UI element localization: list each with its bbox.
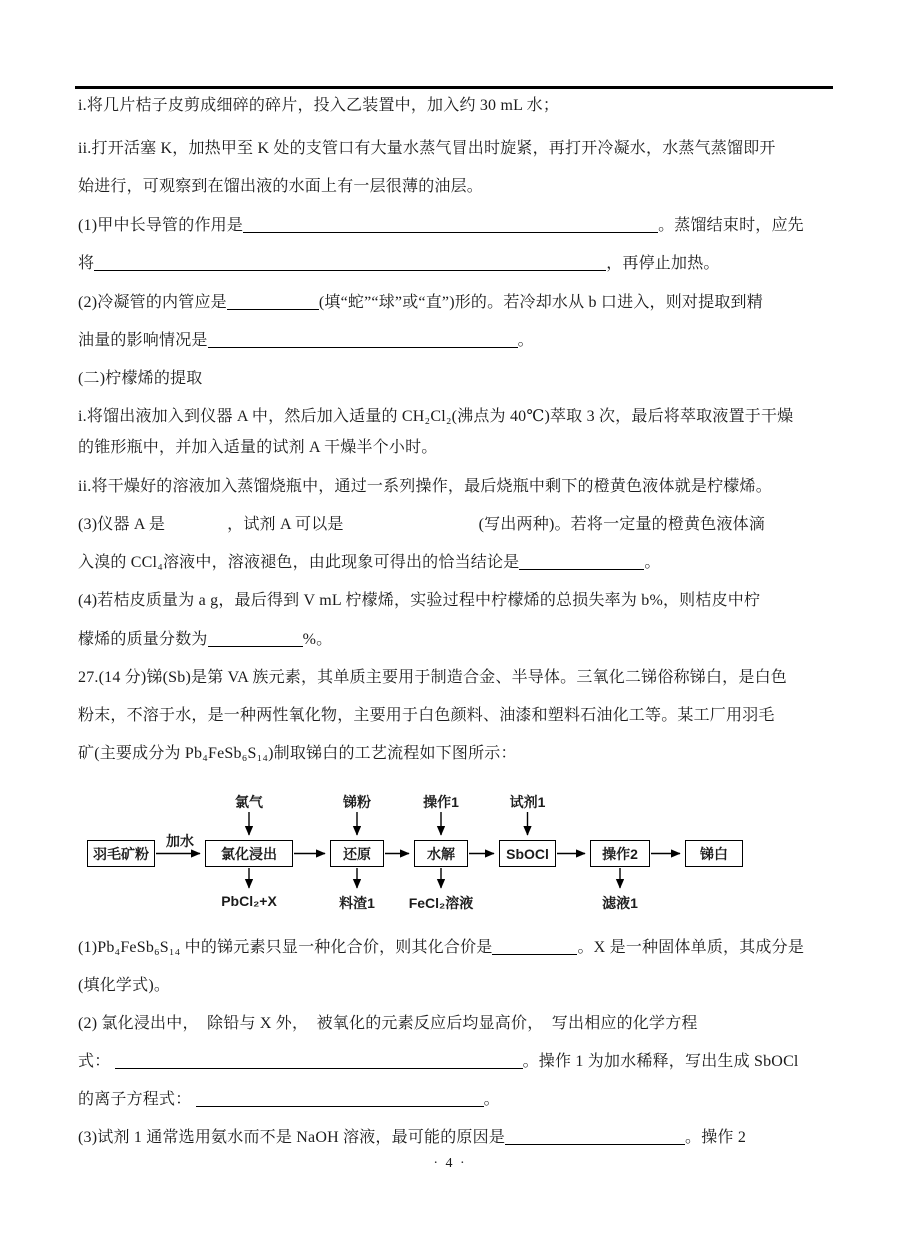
diagram-input-label-2: 锑粉 bbox=[343, 794, 371, 810]
text-line-16 bbox=[78, 667, 787, 689]
process-box-2: 氯化浸出 bbox=[205, 840, 293, 867]
fill-in-blank-underline bbox=[505, 1131, 685, 1145]
text-segment: (3)仪器 A 是 bbox=[78, 516, 166, 533]
text-segment: (4)若桔皮质量为 a g，最后得到 V mL 柠檬烯，实验过程中柠檬烯的总损失率为 b%，则桔皮中柠 bbox=[78, 592, 761, 609]
text-line-4 bbox=[78, 215, 804, 237]
text-line-5 bbox=[78, 253, 720, 275]
text-line-21 bbox=[78, 1013, 698, 1035]
diagram-input-label-3: 操作1 bbox=[423, 794, 459, 810]
process-box-6: 操作2 bbox=[590, 840, 650, 867]
text-segment: 27.(14 分)锑(Sb)是第 VA 族元素，其单质主要用于制造合金、半导体。三氧化二锑俗称锑白，是白色 bbox=[78, 669, 787, 686]
text-segment: 矿(主要成分为 Pb₄FeSb₆S₁₄)制取锑白的工艺流程如下图所示： bbox=[78, 745, 517, 762]
page-number: · 4 · bbox=[433, 1156, 467, 1171]
text-segment: (1)甲中长导管的作用是 bbox=[78, 217, 244, 234]
fill-in-blank-gap bbox=[165, 518, 227, 532]
process-box-1: 羽毛矿粉 bbox=[87, 840, 155, 867]
process-box-4: 水解 bbox=[414, 840, 468, 867]
process-flow-diagram bbox=[78, 786, 778, 918]
text-segment: %。 bbox=[302, 631, 333, 648]
text-line-17 bbox=[78, 705, 775, 727]
diagram-output-label-4: 滤液1 bbox=[602, 895, 638, 911]
text-line-7 bbox=[78, 330, 534, 352]
diagram-input-label-1: 氯气 bbox=[235, 794, 263, 810]
text-segment: 式： bbox=[78, 1053, 115, 1070]
fill-in-blank-underline bbox=[492, 941, 577, 955]
fill-in-blank-underline bbox=[196, 1093, 484, 1107]
text-line-3 bbox=[78, 176, 483, 198]
text-segment: ，试剂 A 可以是 bbox=[227, 516, 344, 533]
text-segment: ii.打开活塞 K，加热甲至 K 处的支管口有大量水蒸气冒出时旋紧，再打开冷凝水，水蒸气蒸馏即开 bbox=[78, 140, 776, 157]
fill-in-blank-underline bbox=[243, 219, 658, 233]
text-line-22 bbox=[78, 1051, 799, 1073]
text-segment: 。 bbox=[483, 1091, 500, 1108]
text-line-11 bbox=[78, 476, 772, 498]
text-line-24 bbox=[78, 1127, 746, 1149]
diagram-output-label-3: FeCl₂溶液 bbox=[408, 895, 474, 911]
text-line-15 bbox=[78, 629, 332, 651]
text-line-13 bbox=[78, 552, 661, 574]
diagram-output-label-1: PbCl₂+X bbox=[221, 893, 277, 909]
text-segment: 。蒸馏结束时，应先 bbox=[658, 217, 804, 234]
text-line-2 bbox=[78, 138, 776, 160]
text-segment: 油量的影响情况是 bbox=[78, 332, 208, 349]
process-box-7: 锑白 bbox=[685, 840, 743, 867]
text-segment: ii.将干燥好的溶液加入蒸馏烧瓶中，通过一系列操作，最后烧瓶中剩下的橙黄色液体就是柠檬烯。 bbox=[78, 478, 772, 495]
process-box-5: SbOCl bbox=[499, 840, 556, 867]
text-segment: (1)Pb₄FeSb₆S₁₄ 中的锑元素只显一种化合价，则其化合价是 bbox=[78, 939, 493, 956]
fill-in-blank-gap bbox=[344, 518, 479, 532]
text-segment: i.将馏出液加入到仪器 A 中，然后加入适量的 CH₂Cl₂(沸点为 40℃)萃取 3 次，最后将萃取液置于干燥 bbox=[78, 408, 794, 425]
text-segment: (二)柠檬烯的提取 bbox=[78, 370, 203, 387]
text-line-12 bbox=[78, 514, 765, 536]
text-segment: 。操作 1 为加水稀释，写出生成 SbOCl bbox=[522, 1053, 799, 1070]
text-segment: 粉末，不溶于水，是一种两性氧化物，主要用于白色颜料、油漆和塑料石油化工等。某工厂用羽毛 bbox=[78, 707, 775, 724]
text-segment: 。操作 2 bbox=[685, 1129, 747, 1146]
fill-in-blank-underline bbox=[94, 257, 606, 271]
top-rule bbox=[75, 86, 833, 89]
text-segment: 的离子方程式： bbox=[78, 1091, 196, 1108]
fill-in-blank-underline bbox=[519, 556, 644, 570]
text-line-14 bbox=[78, 590, 760, 612]
text-line-18 bbox=[78, 743, 517, 765]
text-line-10 bbox=[78, 437, 437, 459]
text-segment: (2)冷凝管的内管应是 bbox=[78, 294, 227, 311]
text-line-19 bbox=[78, 937, 804, 959]
text-segment: (3)试剂 1 通常选用氨水而不是 NaOH 溶液，最可能的原因是 bbox=[78, 1129, 506, 1146]
text-segment: (2) 氯化浸出中， 除铅与 X 外， 被氧化的元素反应后均显高价， 写出相应的化学方程 bbox=[78, 1015, 698, 1032]
fill-in-blank-underline bbox=[208, 334, 518, 348]
text-segment: (填“蛇”“球”或“直”)形的。若冷却水从 b 口进入，则对提取到精 bbox=[318, 294, 763, 311]
text-segment: 始进行，可观察到在馏出液的水面上有一层很薄的油层。 bbox=[78, 178, 484, 195]
text-line-20 bbox=[78, 975, 170, 997]
text-segment: (写出两种)。若将一定量的橙黄色液体滴 bbox=[478, 516, 766, 533]
fill-in-blank-underline bbox=[208, 633, 303, 647]
fill-in-blank-underline bbox=[115, 1055, 523, 1069]
text-segment: 。X 是一种固体单质，其成分是 bbox=[577, 939, 805, 956]
text-line-9 bbox=[78, 406, 793, 428]
diagram-output-label-2: 料渣1 bbox=[339, 895, 375, 911]
diagram-input-label-4: 试剂1 bbox=[509, 794, 546, 810]
text-segment: i.将几片桔子皮剪成细碎的碎片，投入乙装置中，加入约 30 mL 水； bbox=[78, 97, 560, 114]
text-segment: 的锥形瓶中，并加入适量的试剂 A 干燥半个小时。 bbox=[78, 439, 438, 456]
text-segment: 。 bbox=[517, 332, 534, 349]
text-line-6 bbox=[78, 292, 763, 314]
fill-in-blank-underline bbox=[227, 296, 319, 310]
text-segment: 入溴的 CCl₄溶液中，溶液褪色，由此现象可得出的恰当结论是 bbox=[78, 554, 520, 571]
text-segment: 将 bbox=[78, 255, 95, 272]
flow-arrow-label: 加水 bbox=[166, 833, 194, 849]
text-line-23 bbox=[78, 1089, 500, 1111]
text-segment: ，再停止加热。 bbox=[606, 255, 720, 272]
text-line-8 bbox=[78, 368, 202, 390]
process-box-3: 还原 bbox=[330, 840, 384, 867]
text-line-1 bbox=[78, 95, 559, 117]
text-segment: (填化学式)。 bbox=[78, 977, 171, 994]
text-segment: 。 bbox=[644, 554, 661, 571]
text-segment: 檬烯的质量分数为 bbox=[78, 631, 208, 648]
